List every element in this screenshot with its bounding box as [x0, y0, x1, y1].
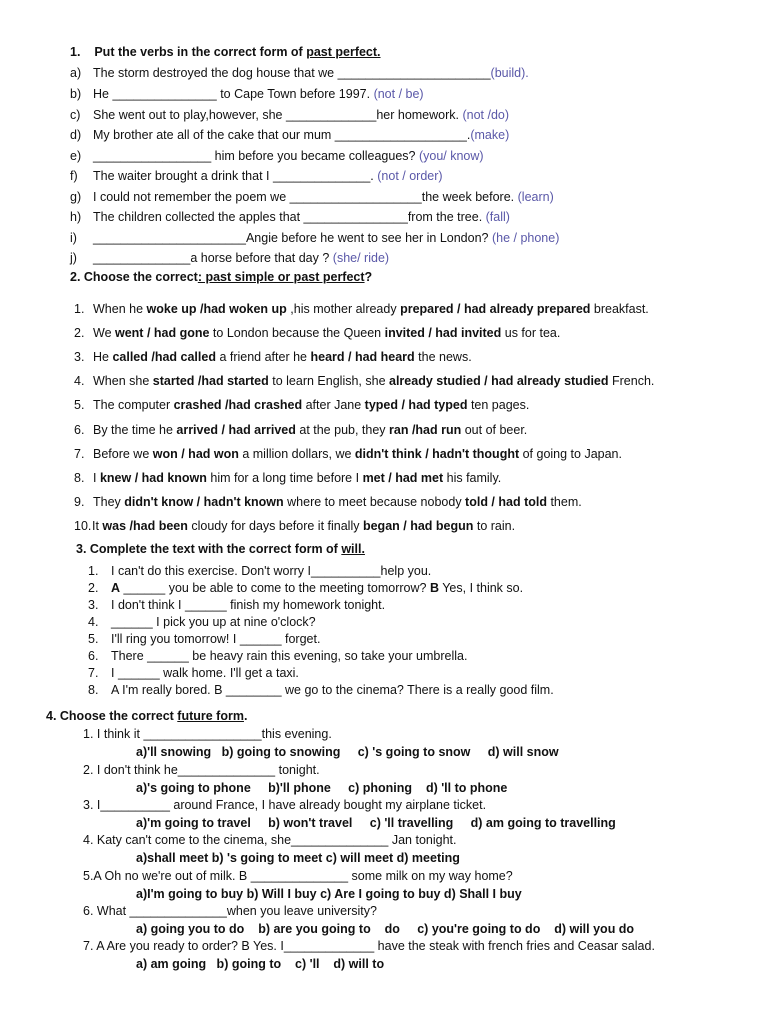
item-number: 4. [88, 615, 99, 629]
verb-choice: invited / had invited [384, 326, 502, 340]
answer-blank: _________________ [93, 149, 212, 163]
item-number: 7. [88, 666, 99, 680]
item-text: to learn English, she [268, 374, 389, 388]
item-number: 5. [88, 632, 99, 646]
item-text: him for a long time before I [206, 471, 363, 485]
answer-blank: ______________________ [337, 66, 491, 80]
item-number: 3. [74, 350, 85, 364]
verb-hint: (make) [470, 128, 510, 142]
item-text: A I'm really bored. B ________ we go to the cinema? There is a really good film. [111, 683, 554, 697]
exercise-item [70, 127, 509, 143]
speaker-label: A [111, 581, 121, 595]
item-text: The storm destroyed the dog house that we [93, 66, 338, 80]
item-text: the news. [414, 350, 472, 364]
exercise-item [70, 65, 529, 81]
question-text: 4. Katy can't come to the cinema, she______________ Jan tonight. [83, 833, 457, 847]
item-text: I'll ring you tomorrow! I ______ forget. [111, 632, 321, 646]
item-text: The computer [93, 398, 174, 412]
item-text: My brother ate all of the cake that our mum [93, 128, 335, 142]
item-text: Before we [93, 447, 153, 461]
speaker-label: B [429, 581, 439, 595]
item-text: He [93, 87, 113, 101]
item-text: French. [608, 374, 655, 388]
item-text: When she [93, 374, 153, 388]
verb-hint: (she/ ride) [332, 251, 390, 265]
item-label: a) [70, 66, 82, 80]
item-text: his family. [443, 471, 502, 485]
verb-hint: (not /do) [462, 108, 510, 122]
exercise-item [70, 250, 389, 266]
item-text: to rain. [473, 519, 516, 533]
item-number: 2. [88, 581, 99, 595]
answer-blank: ______________ [272, 169, 371, 183]
item-number: 6. [74, 423, 85, 437]
verb-choice: heard / had heard [310, 350, 415, 364]
section-1-title-text: Put the verbs in the correct form of [94, 45, 307, 59]
section-4-title-text: 4. Choose the correct [46, 709, 178, 723]
verb-choice: crashed /had crashed [173, 398, 303, 412]
section-2-title-text: 2. Choose the correct [70, 270, 198, 284]
exercise-item [70, 148, 484, 164]
verb-choice: ran /had run [389, 423, 462, 437]
item-number: 5. [74, 398, 85, 412]
item-text: I ______ walk home. I'll get a taxi. [111, 666, 299, 680]
answer-options: a)'m going to travel b) won't travel c) 'll travelling d) am going to travelling [136, 816, 616, 830]
exercise-item [70, 209, 510, 225]
item-text-after: to Cape Town before 1997. [216, 87, 374, 101]
item-label: b) [70, 87, 82, 101]
section-1-title [70, 44, 381, 60]
item-number: 4. [74, 374, 85, 388]
item-text: The children collected the apples that [93, 210, 304, 224]
item-number: 9. [74, 495, 85, 509]
item-text: a million dollars, we [238, 447, 355, 461]
item-text: a friend after he [215, 350, 311, 364]
question-text: 2. I don't think he______________ tonight. [83, 763, 320, 777]
exercise-item [74, 446, 622, 462]
verb-choice: didn't know / hadn't known [124, 495, 284, 509]
verb-hint: (he / phone) [491, 231, 560, 245]
item-text: It [92, 519, 103, 533]
item-label: d) [70, 128, 82, 142]
item-text: of going to Japan. [519, 447, 622, 461]
verb-hint: (you/ know) [418, 149, 484, 163]
answer-blank: ______________ [93, 251, 191, 265]
item-text: cloudy for days before it finally [187, 519, 363, 533]
exercise-item [74, 518, 515, 534]
item-number: 1. [88, 564, 99, 578]
item-number: 1. [74, 302, 85, 316]
verb-choice: prepared / had already prepared [400, 302, 591, 316]
exercise-item [88, 563, 431, 579]
answer-blank: _____________ [285, 108, 377, 122]
item-label: c) [70, 108, 81, 122]
item-text-after: a horse before that day ? [190, 251, 333, 265]
verb-choice: typed / had typed [364, 398, 468, 412]
item-number: 8. [88, 683, 99, 697]
answer-options: a)'ll snowing b) going to snowing c) 's going to snow d) will snow [136, 745, 559, 759]
item-text: She went out to play,however, she [93, 108, 286, 122]
verb-hint: (learn) [517, 190, 554, 204]
verb-choice: was /had been [102, 519, 188, 533]
item-text-after: her homework. [376, 108, 463, 122]
item-text: There ______ be heavy rain this evening, so take your umbrella. [111, 649, 468, 663]
exercise-item [88, 631, 320, 647]
answer-options: a)I'm going to buy b) Will I buy c) Are I going to buy d) Shall I buy [136, 887, 522, 901]
answer-blank: ___________________ [334, 128, 467, 142]
verb-choice: told / had told [465, 495, 547, 509]
verb-choice: already studied / had already studied [389, 374, 609, 388]
exercise-item [70, 168, 443, 184]
section-2-title-underlined: : past simple or past perfect [197, 270, 365, 284]
verb-hint: (build). [490, 66, 529, 80]
item-label: j) [70, 251, 77, 265]
answer-blank: _______________ [112, 87, 217, 101]
verb-choice: met / had met [362, 471, 444, 485]
item-text: I don't think I ______ finish my homework tonight. [111, 598, 386, 612]
verb-choice: called /had called [112, 350, 216, 364]
item-text-after: the week before. [421, 190, 518, 204]
item-number: 10. [74, 519, 92, 533]
question-text: 6. What ______________when you leave university? [83, 904, 377, 918]
section-3-title-text: 3. Complete the text with the correct form of [76, 542, 342, 556]
item-text: By the time he [93, 423, 177, 437]
verb-choice: knew / had known [99, 471, 207, 485]
item-label: f) [70, 169, 78, 183]
exercise-item [88, 648, 467, 664]
exercise-item [74, 494, 582, 510]
verb-choice: won / had won [152, 447, 239, 461]
question-text: 7. A Are you ready to order? B Yes. I_____________ have the steak with french fries and Ceasar salad. [83, 939, 655, 953]
verb-choice: began / had begun [362, 519, 474, 533]
answer-options: a) going you to do b) are you going to do c) you're going to do d) will you do [136, 922, 635, 936]
item-number: 2. [74, 326, 85, 340]
item-text-after: from the tree. [407, 210, 486, 224]
exercise-item [70, 230, 559, 246]
item-text: I [93, 471, 100, 485]
question-text: 5.A Oh no we're out of milk. B ______________ some milk on my way home? [83, 869, 513, 883]
item-text: them. [546, 495, 582, 509]
item-text: I can't do this exercise. Don't worry I__________help you. [111, 564, 432, 578]
item-text: Yes, I think so. [438, 581, 524, 595]
exercise-item [70, 86, 424, 102]
verb-hint: (not / be) [373, 87, 424, 101]
item-label: g) [70, 190, 82, 204]
item-text: where to meet because nobody [283, 495, 466, 509]
section-3-title [76, 541, 365, 557]
exercise-item [88, 580, 523, 596]
item-label: h) [70, 210, 82, 224]
verb-choice: went / had gone [115, 326, 210, 340]
item-number: 3. [88, 598, 99, 612]
item-text: He [93, 350, 113, 364]
item-text: ______ I pick you up at nine o'clock? [111, 615, 316, 629]
exercise-item [74, 422, 527, 438]
verb-choice: arrived / had arrived [176, 423, 296, 437]
item-label: i) [70, 231, 77, 245]
item-text: I could not remember the poem we [93, 190, 290, 204]
answer-options: a)'s going to phone b)'ll phone c) phoning d) 'll to phone [136, 781, 508, 795]
exercise-item [74, 325, 560, 341]
item-text: When he [93, 302, 147, 316]
section-2-title [70, 269, 372, 285]
verb-choice: started /had started [152, 374, 269, 388]
item-text: The waiter brought a drink that I [93, 169, 273, 183]
item-text: after Jane [302, 398, 365, 412]
item-text: to London because the Queen [209, 326, 385, 340]
question-text: 1. I think it _________________this evening. [83, 727, 332, 741]
item-number: 8. [74, 471, 85, 485]
item-number: 6. [88, 649, 99, 663]
item-text: ten pages. [467, 398, 530, 412]
item-number: 7. [74, 447, 85, 461]
verb-hint: (not / order) [377, 169, 443, 183]
exercise-item [88, 665, 299, 681]
question-text: 3. I__________ around France, I have already bought my airplane ticket. [83, 798, 487, 812]
item-text: at the pub, they [295, 423, 390, 437]
answer-blank: ______________________ [93, 231, 246, 245]
item-label: e) [70, 149, 82, 163]
answer-blank: _______________ [303, 210, 408, 224]
item-text-after: Angie before he went to see her in London? [245, 231, 492, 245]
section-1-number: 1. [70, 45, 81, 59]
exercise-item [88, 597, 385, 613]
section-4-title [46, 708, 247, 724]
item-text-after: . [370, 169, 378, 183]
exercise-item [74, 301, 649, 317]
answer-blank: ___________________ [289, 190, 422, 204]
item-text: They [93, 495, 125, 509]
item-text: breakfast. [590, 302, 649, 316]
exercise-item [70, 107, 509, 123]
exercise-item [74, 470, 501, 486]
item-text-after: . [466, 128, 471, 142]
item-text: out of beer. [461, 423, 528, 437]
exercise-item [74, 397, 529, 413]
verb-choice: woke up /had woken up [146, 302, 287, 316]
verb-choice: didn't think / hadn't thought [354, 447, 520, 461]
verb-hint: (fall) [485, 210, 510, 224]
section-2-title-end: ? [364, 270, 373, 284]
item-text-after: him before you became colleagues? [211, 149, 419, 163]
item-text: ______ you be able to come to the meeting tomorrow? [120, 581, 430, 595]
answer-options: a) am going b) going to c) 'll d) will to [136, 957, 385, 971]
answer-options: a)shall meet b) 's going to meet c) will meet d) meeting [136, 851, 460, 865]
item-text: ,his mother already [286, 302, 401, 316]
exercise-item [74, 373, 654, 389]
section-3-title-underlined: will. [341, 542, 365, 556]
section-1-title-underlined: past perfect. [306, 45, 381, 59]
exercise-item [88, 614, 316, 630]
exercise-item [70, 189, 554, 205]
section-4-title-end: . [243, 709, 248, 723]
item-text: us for tea. [501, 326, 561, 340]
exercise-item [88, 682, 554, 698]
section-4-title-underlined: future form [177, 709, 244, 723]
item-text: We [93, 326, 115, 340]
exercise-item [74, 349, 472, 365]
